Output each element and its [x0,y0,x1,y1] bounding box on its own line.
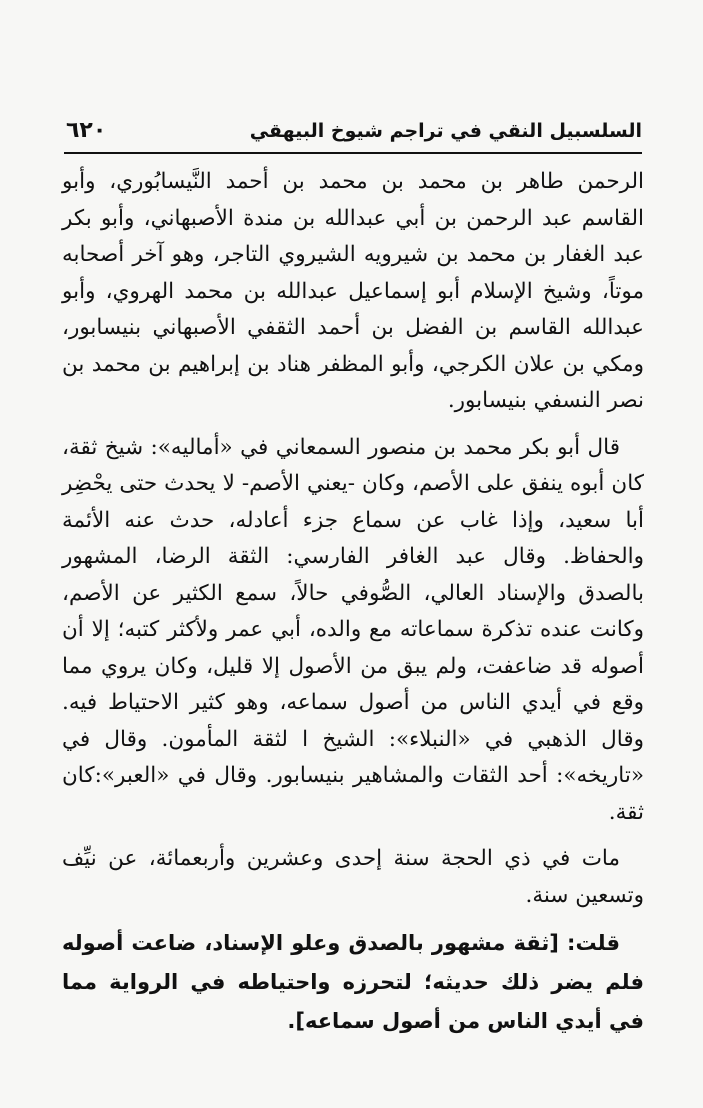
main-text [62,164,644,1051]
header-rule [64,152,642,154]
running-title: السلسبيل النقي في تراجم شيوخ البيهقي [249,120,642,142]
paragraph-narrators-continued: الرحمن طاهر بن محمد بن محمد بن أحمد النَّيسابُوري، وأبو القاسم عبد الرحمن بن أبي عبدالله بن مندة الأصبهاني، وأبو بكر عبد الغفار بن محمد بن شيرويه الشيروي التاجر، وهو آخر أصحابه موتاً، وشيخ الإسلام أبو إسماعيل عبدالله بن محمد الهروي، وأبو عبدالله القاسم بن الفضل بن أحمد الثقفي الأصبهاني بنيسابور، ومكي بن علان الكرجي، وأبو المظفر هناد بن إبراهيم بن محمد بن نصر النسفي بنيسابور. [62,169,644,413]
paragraph-author-verdict: قلت: [ثقة مشهور بالصدق وعلو الإسناد، ضاعت أصوله فلم يضر ذلك حديثه؛ لتحرزه واحتياطه في الرواية مما في أيدي الناس من أصول سماعه]. [62,931,644,1033]
running-header [64,118,642,152]
page-number: ٦٢٠ [66,118,107,143]
paragraph-death-date: مات في ذي الحجة سنة إحدى وعشرين وأربعمائة، عن نيِّف وتسعين سنة. [62,846,644,908]
paragraph-scholar-opinions: قال أبو بكر محمد بن منصور السمعاني في «أماليه»: شيخ ثقة، كان أبوه ينفق على الأصم، وكان -يعني الأصم- لا يحدث حتى يحْضِر أبا سعيد، وإذا غاب عن سماع جزء أعادله، حدث عنه الأئمة والحفاظ. وقال عبد الغافر الفارسي: الثقة الرضا، المشهور بالصدق والإسناد العالي، الصُّوفي حالاً، سمع الكثير عن الأصم، وكانت عنده تذكرة سماعاته مع والده، أبي عمر ولأكثر كتبه؛ إلا أن أصوله قد ضاعفت، ولم يبق من الأصول إلا قليل، وكان يروي مما وقع في أيدي الناس من أصول سماعه، وهو كثير الاحتياط فيه. وقال الذهبي في «النبلاء»: الشيخ ا لثقة المأمون. وقال في «تاريخه»: أحد الثقات والمشاهير بنيسابور. وقال في «العبر»:كان ثقة. [62,434,644,825]
